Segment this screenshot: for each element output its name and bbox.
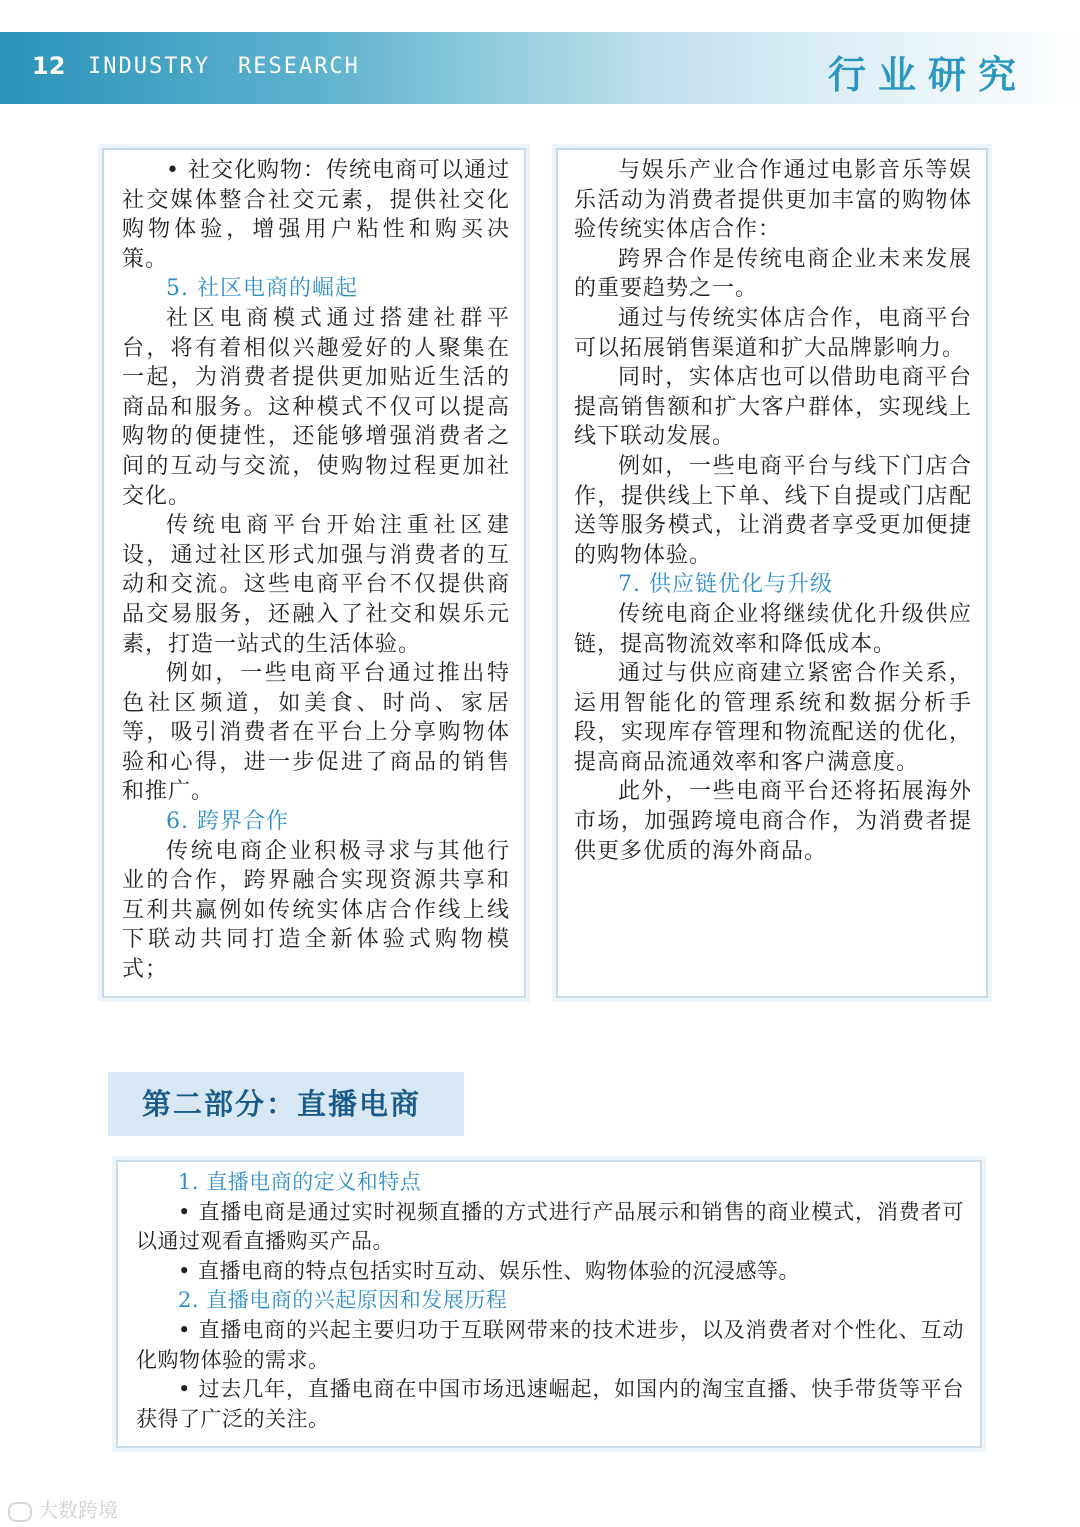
left-text-box — [102, 148, 526, 998]
header-english-word-2: RESEARCH — [237, 54, 360, 79]
header-english-title — [88, 54, 360, 79]
paragraph: • 直播电商的兴起主要归功于互联网带来的技术进步，以及消费者对个性化、互动化购物体验的需求。 — [136, 1317, 964, 1372]
subsection-heading: 1. 直播电商的定义和特点 — [178, 1170, 422, 1194]
paragraph: 通过与传统实体店合作，电商平台可以拓展销售渠道和扩大品牌影响力。 — [574, 305, 972, 361]
paragraph: 通过与供应商建立紧密合作关系，运用智能化的管理系统和数据分析手段，实现库存管理和物流配送的优化，提高商品流通效率和客户满意度。 — [574, 661, 972, 775]
subsection-heading: 2. 直播电商的兴起原因和发展历程 — [178, 1288, 508, 1313]
paragraph: 此外，一些电商平台还将拓展海外市场，加强跨境电商合作，为消费者提供更多优质的海外商品。 — [574, 779, 972, 864]
paragraph: 社区电商模式通过搭建社群平台，将有着相似兴趣爱好的人聚集在一起，为消费者提供更加贴近生活的商品和服务。这种模式不仅可以提高购物的便捷性，还能够增强消费者之间的互动与交流，使购物过程更加社交化。 — [122, 305, 510, 509]
section-title-banner — [108, 1072, 464, 1136]
paragraph: • 直播电商是通过实时视频直播的方式进行产品展示和销售的商业模式，消费者可以通过观看直播购买产品。 — [136, 1199, 964, 1254]
bottom-text-box — [116, 1160, 982, 1448]
paragraph: 跨界合作是传统电商企业未来发展的重要趋势之一。 — [574, 246, 972, 302]
section-title: 第二部分：直播电商 — [142, 1087, 422, 1121]
watermark-logo-icon — [8, 1502, 32, 1522]
paragraph: 例如，一些电商平台通过推出特色社区频道，如美食、时尚、家居等，吸引消费者在平台上分享购物体验和心得，进一步促进了商品的销售和推广。 — [122, 661, 510, 805]
subsection-heading: 6. 跨界合作 — [166, 809, 289, 835]
paragraph: • 社交化购物：传统电商可以通过社交媒体整合社交元素，提供社交化购物体验，增强用户粘性和购买决策。 — [122, 158, 510, 272]
paragraph: 传统电商企业将继续优化升级供应链，提高物流效率和降低成本。 — [574, 601, 972, 657]
subsection-heading: 7. 供应链优化与升级 — [618, 572, 833, 598]
watermark-text: 大数跨境 — [38, 1498, 118, 1522]
paragraph: • 过去几年，直播电商在中国市场迅速崛起，如国内的淘宝直播、快手带货等平台获得了广泛的关注。 — [136, 1377, 964, 1431]
watermark — [8, 1494, 118, 1523]
right-text-box — [556, 148, 988, 998]
subsection-heading: 5. 社区电商的崛起 — [166, 276, 358, 302]
paragraph: 例如，一些电商平台与线下门店合作，提供线上下单、线下自提或门店配送等服务模式，让消费者享受更加便捷的购物体验。 — [574, 453, 972, 568]
header-chinese-title: 行业研究 — [827, 53, 1028, 97]
paragraph: 同时，实体店也可以借助电商平台提高销售额和扩大客户群体，实现线上线下联动发展。 — [574, 365, 972, 450]
header-english-word-1: INDUSTRY — [88, 54, 210, 79]
paragraph: 传统电商平台开始注重社区建设，通过社区形式加强与消费者的互动和交流。这些电商平台不仅提供商品交易服务，还融入了社交和娱乐元素，打造一站式的生活体验。 — [122, 513, 510, 657]
paragraph: 与娱乐产业合作通过电影音乐等娱乐活动为消费者提供更加丰富的购物体验传统实体店合作： — [574, 158, 972, 243]
page-header — [0, 32, 1080, 104]
page-number: 12 — [32, 52, 66, 80]
paragraph: 传统电商企业积极寻求与其他行业的合作，跨界融合实现资源共享和互利共赢例如传统实体店合作线上线下联动共同打造全新体验式购物模式； — [122, 838, 510, 983]
paragraph: • 直播电商的特点包括实时互动、娱乐性、购物体验的沉浸感等。 — [178, 1258, 801, 1283]
